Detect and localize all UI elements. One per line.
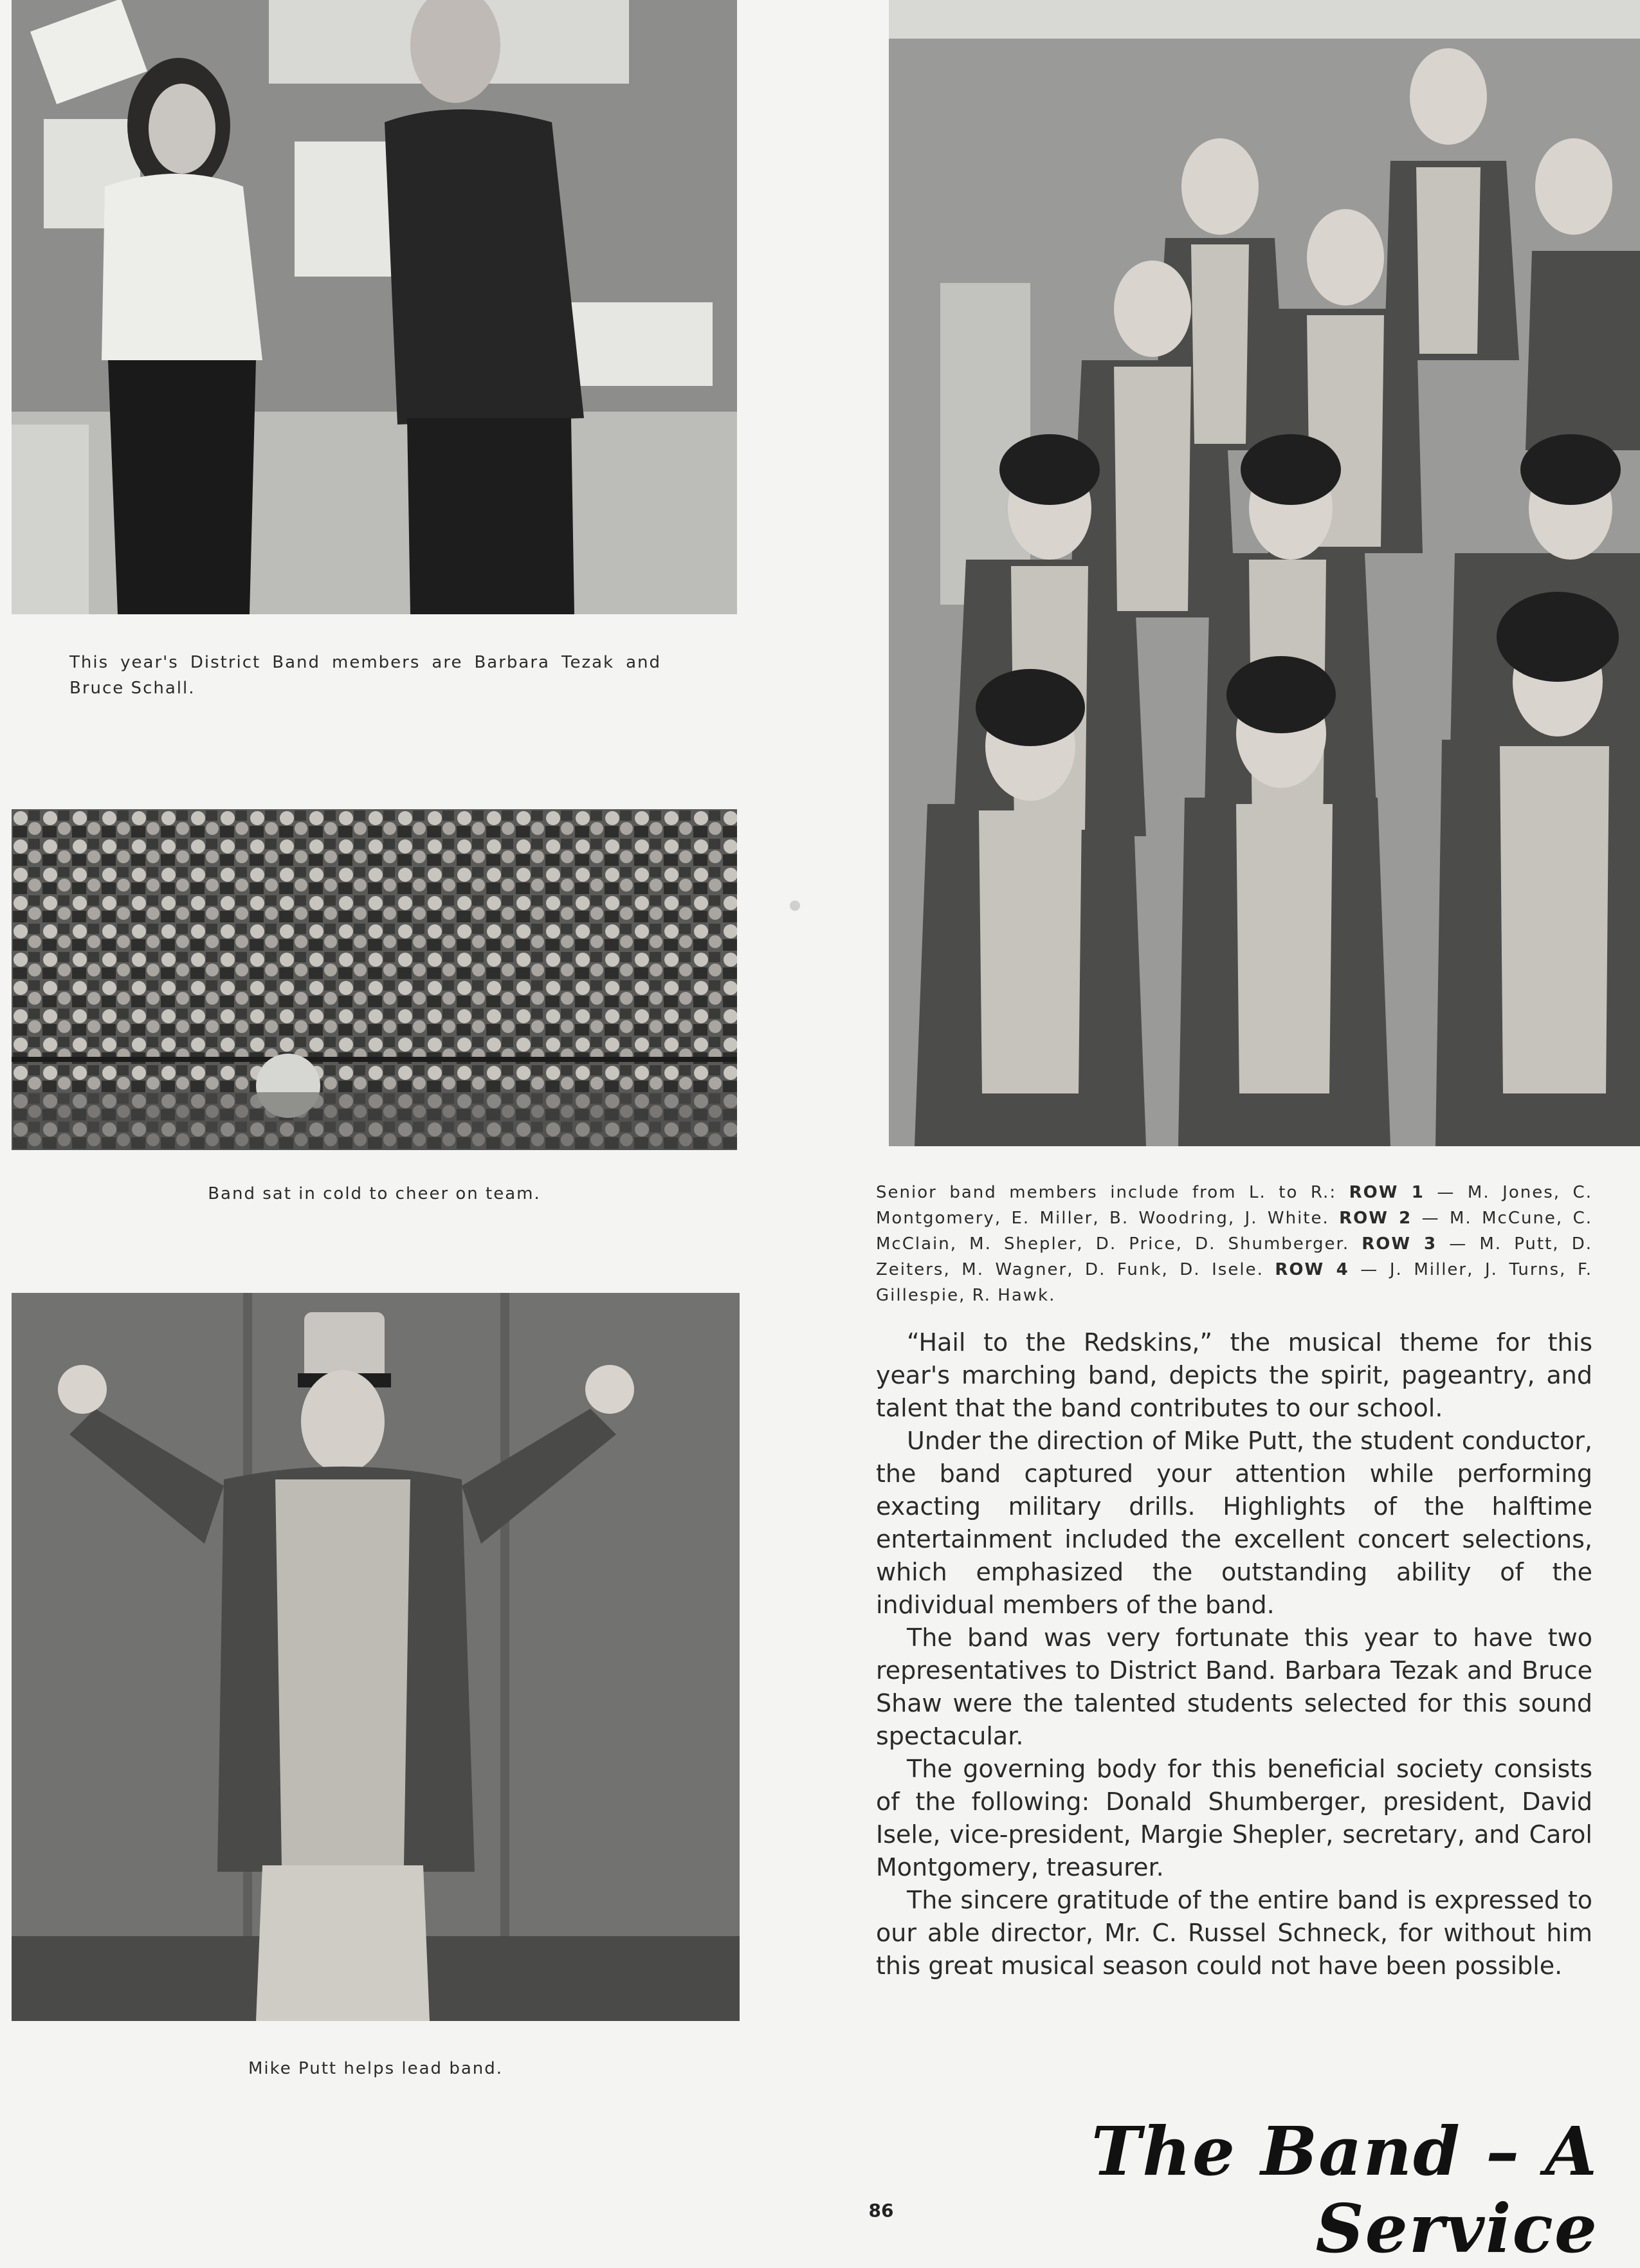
article-paragraph: “Hail to the Redskins,” the musical theme for this year's marching band, depicts the spirit, pageantry, and talent that the band contributes to our school. — [876, 1328, 1592, 1422]
row-4-label: ROW 4 — [1275, 1260, 1349, 1279]
article-paragraph: The band was very fortunate this year to have two representatives to District Band. Barbara Tezak and Bruce Shaw were the talented students selected for this sound spectacular. — [876, 1623, 1592, 1750]
decorative-dot — [790, 901, 800, 911]
seniors-caption — [876, 1180, 1592, 1308]
row-2-names: — M. McCune, C. McClain, M. Shepler, D. Price, D. Shumberger. — [876, 1209, 1592, 1254]
article-paragraph: The sincere gratitude of the entire band is expressed to our able director, Mr. C. Russel Schneck, for without him this great musical season could not have been possible. — [876, 1886, 1592, 1980]
row-2-label: ROW 2 — [1339, 1209, 1412, 1228]
row-1-label: ROW 1 — [1349, 1183, 1425, 1202]
page-title: The Band – A Service — [1091, 2112, 1598, 2268]
seniors-photo — [889, 0, 1640, 1146]
page-number: 86 — [868, 2200, 894, 2221]
article-body — [876, 1326, 1592, 1982]
district-band-caption: This year's District Band members are Barbara Tezak and Bruce Schall. — [69, 653, 661, 698]
row-4-names: — J. Miller, J. Turns, F. Gillespie, R. Hawk. — [876, 1260, 1592, 1305]
crowd-photo — [12, 809, 737, 1150]
row-3-label: ROW 3 — [1362, 1234, 1437, 1254]
seniors-caption-intro: Senior band members include from L. to R.: — [876, 1183, 1349, 1202]
conductor-photo — [12, 1293, 740, 2021]
row-3-names: — M. Putt, D. Zeiters, M. Wagner, D. Funk, D. Isele. — [876, 1234, 1592, 1279]
conductor-caption: Mike Putt helps lead band. — [248, 2059, 504, 2078]
article-paragraph: Under the direction of Mike Putt, the student conductor, the band captured your attention while performing exacting military drills. Highlights of the halftime entertainment included the excellent concert selections, which emphasized the outstanding ability of the individual members of the band. — [876, 1427, 1592, 1619]
row-1-names: — M. Jones, C. Montgomery, E. Miller, B. Woodring, J. White. — [876, 1183, 1592, 1228]
district-band-photo — [12, 0, 737, 614]
crowd-caption: Band sat in cold to cheer on team. — [208, 1184, 541, 1203]
article-paragraph: The governing body for this beneficial society consists of the following: Donald Shumberger, president, David Isele, vice-president, Margie Shepler, secretary, and Carol Montgomery, treasurer. — [876, 1755, 1592, 1881]
